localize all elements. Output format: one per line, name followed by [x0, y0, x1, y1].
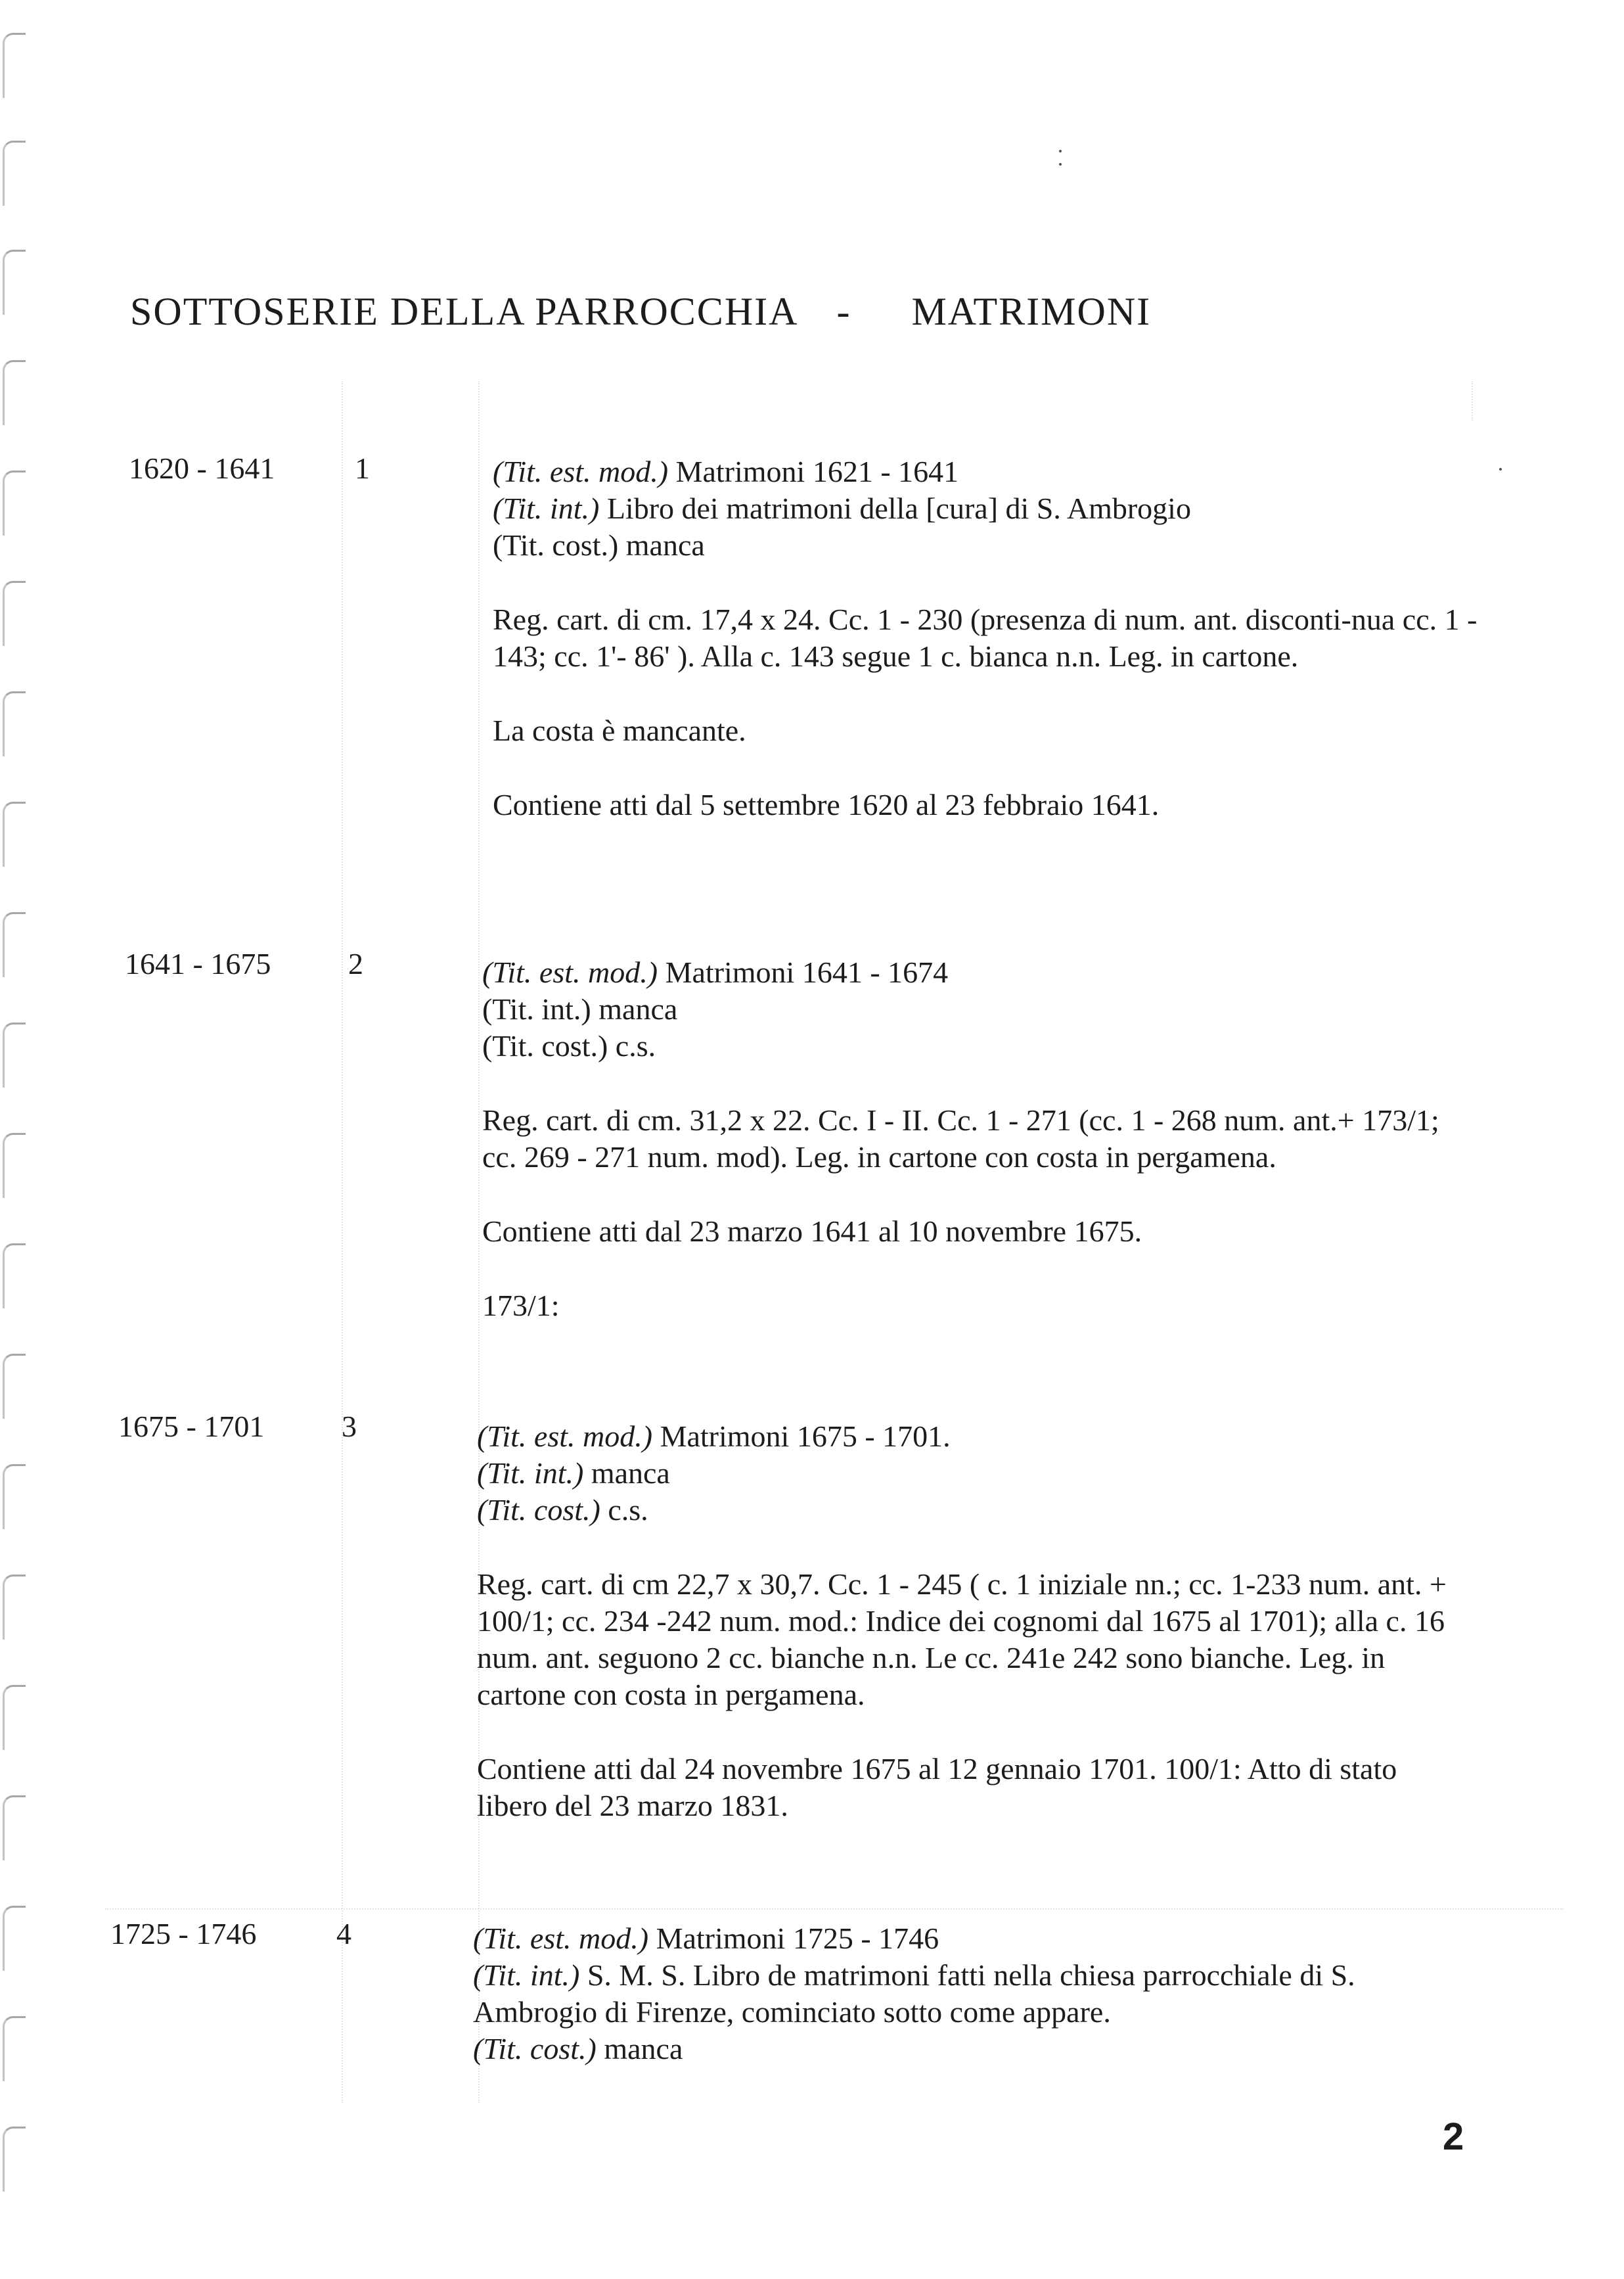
column-guide [478, 381, 480, 2103]
description-paragraph: Contiene atti dal 5 settembre 1620 al 23 febbraio 1641. [493, 788, 1160, 821]
heading-series: SOTTOSERIE DELLA PARROCCHIA [130, 290, 799, 333]
title-label: (Tit. int.) [477, 1456, 584, 1490]
scan-speck [1059, 163, 1062, 166]
title-label: (Tit. cost.) [493, 528, 619, 562]
title-value: c.s. [608, 1493, 648, 1527]
record-description [482, 954, 1468, 1324]
record-number: 3 [342, 1410, 357, 1443]
column-guide [342, 381, 343, 2103]
title-line [473, 2031, 1458, 2067]
record-description [477, 1418, 1462, 1824]
record-number: 1 [355, 451, 370, 485]
title-value: manca [625, 528, 705, 562]
description-paragraph: Reg. cart. di cm 22,7 x 30,7. Cc. 1 - 245 ( c. 1 iniziale nn.; cc. 1-233 num. ant. + 100/1; cc. 234 -242 num. mod.: Indice dei cognomi dal 1675 al 1701); alla c. 16 num. ant. seguono 2 cc. bianche n.n. Le cc. 241e 242 sono bianche. Leg. in cartone con costa in pergamena. [477, 1567, 1447, 1711]
description-paragraph: Reg. cart. di cm. 17,4 x 24. Cc. 1 - 230 (presenza di num. ant. disconti-nua cc. 1 - 143; cc. 1'- 86' ). Alla c. 143 segue 1 c. bianca n.n. Leg. in cartone. [493, 603, 1477, 673]
description-paragraph: Reg. cart. di cm. 31,2 x 22. Cc. I - II. Cc. 1 - 271 (cc. 1 - 268 num. ant.+ 173/1; cc. 269 - 271 num. mod). Leg. in cartone con costa in pergamena. [482, 1103, 1439, 1174]
title-value: c.s. [615, 1029, 656, 1063]
description-paragraph: La costa è mancante. [493, 714, 746, 747]
title-label: (Tit. int.) [473, 1958, 580, 1992]
title-line [493, 490, 1478, 527]
title-line [473, 1957, 1458, 2031]
title-label: (Tit. est. mod.) [482, 955, 658, 989]
title-line [477, 1418, 1462, 1455]
title-value: Libro dei matrimoni della [cura] di S. Ambrogio [606, 492, 1191, 525]
title-label: (Tit. cost.) [477, 1493, 600, 1527]
title-label: (Tit. cost.) [473, 2032, 597, 2065]
title-line [482, 991, 1468, 1028]
title-value: Matrimoni 1621 - 1641 [675, 455, 959, 488]
title-value: manca [604, 2032, 683, 2065]
description-paragraph: Contiene atti dal 24 novembre 1675 al 12 gennaio 1701. 100/1: Atto di stato libero del 23 marzo 1831. [477, 1752, 1397, 1822]
title-line [493, 453, 1478, 490]
title-label: (Tit. est. mod.) [493, 455, 669, 488]
title-label: (Tit. cost.) [482, 1029, 608, 1063]
description-paragraph: 173/1: [482, 1289, 560, 1322]
title-value: Matrimoni 1641 - 1674 [665, 955, 949, 989]
title-value: manca [598, 992, 678, 1026]
title-line [477, 1492, 1462, 1529]
record-number: 2 [348, 947, 363, 980]
title-line [493, 527, 1478, 564]
record-number: 4 [336, 1917, 351, 1950]
description-paragraph: Contiene atti dal 23 marzo 1641 al 10 novembre 1675. [482, 1214, 1142, 1248]
title-label: (Tit. est. mod.) [477, 1419, 653, 1453]
heading-separator: - [836, 290, 851, 333]
title-line [482, 954, 1468, 991]
title-line [482, 1028, 1468, 1065]
row-guide [105, 1908, 1564, 1910]
heading-subject: MATRIMONI [911, 290, 1152, 333]
page-number: 2 [1443, 2115, 1464, 2158]
record-years: 1725 - 1746 [110, 1917, 257, 1950]
page-heading [130, 289, 1151, 334]
record-description [473, 1920, 1458, 2067]
record-years: 1675 - 1701 [118, 1410, 265, 1443]
column-guide [1472, 381, 1473, 421]
title-line [473, 1920, 1458, 1957]
scan-speck [1499, 468, 1502, 471]
title-label: (Tit. int.) [493, 492, 600, 525]
title-value: S. M. S. Libro de matrimoni fatti nella chiesa parrocchiale di S. Ambrogio di Firenze, cominciato sotto come appare. [473, 1958, 1355, 2029]
scan-speck [1059, 150, 1062, 152]
title-value: Matrimoni 1675 - 1701. [660, 1419, 951, 1453]
title-value: Matrimoni 1725 - 1746 [656, 1922, 939, 1955]
title-label: (Tit. int.) [482, 992, 591, 1026]
record-years: 1641 - 1675 [125, 947, 271, 980]
record-description [493, 453, 1478, 823]
title-value: manca [591, 1456, 670, 1490]
title-label: (Tit. est. mod.) [473, 1922, 649, 1955]
record-years: 1620 - 1641 [129, 451, 275, 485]
title-line [477, 1455, 1462, 1492]
binder-holes [0, 0, 29, 2279]
